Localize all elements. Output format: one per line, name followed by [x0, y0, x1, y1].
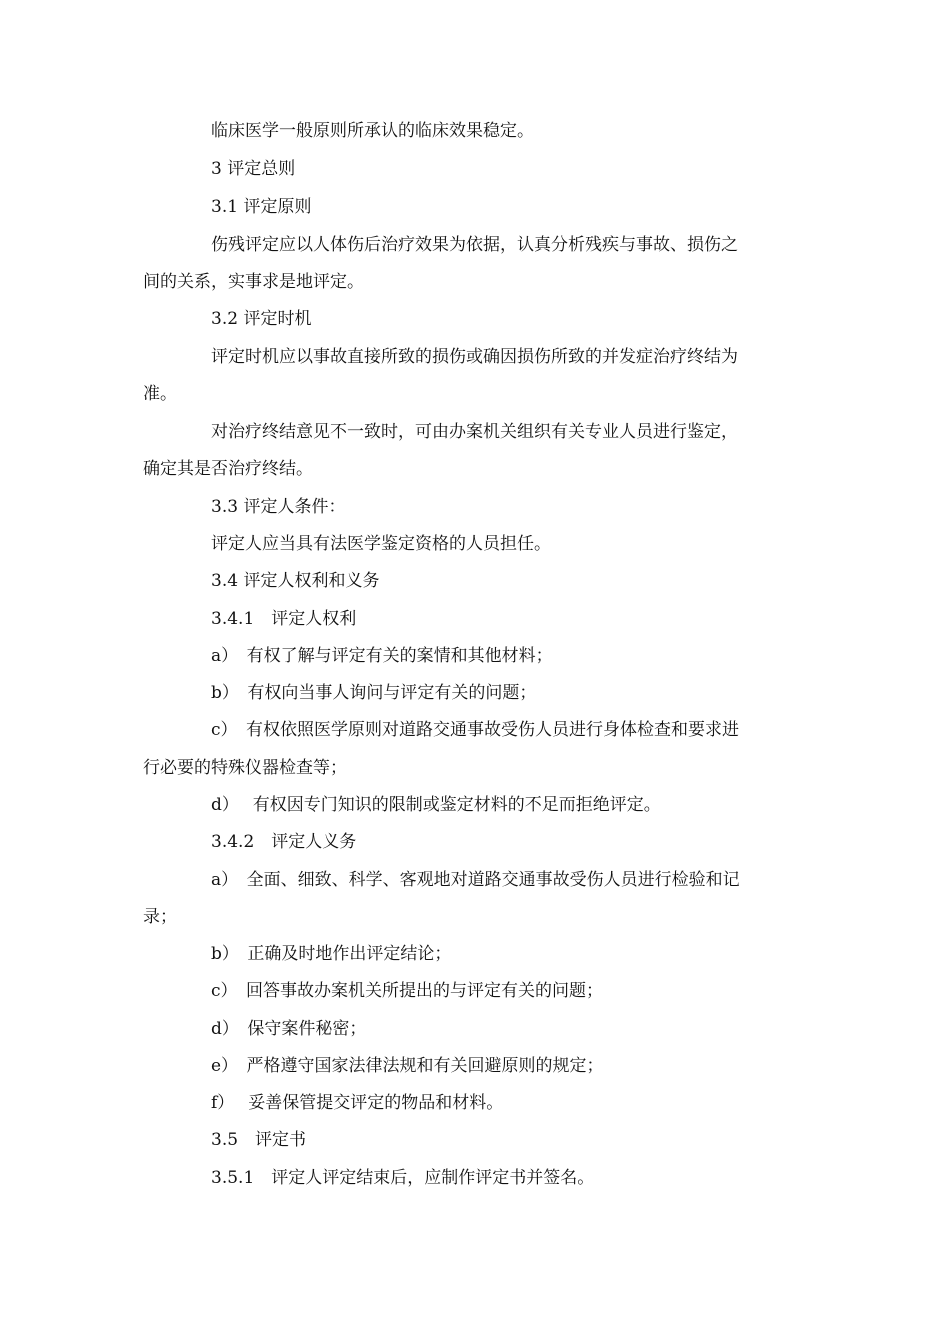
list-item-continuation: 录；	[143, 907, 177, 927]
subsection-heading: 3.2 评定时机	[211, 309, 312, 329]
list-item: a） 全面、细致、科学、客观地对道路交通事故受伤人员进行检验和记	[211, 870, 740, 890]
paragraph-line: 准。	[143, 384, 177, 404]
subsection-heading: 3.4.1 评定人权利	[211, 609, 357, 629]
paragraph-line: 间的关系，实事求是地评定。	[143, 272, 364, 292]
paragraph-line: 临床医学一般原则所承认的临床效果稳定。	[211, 121, 534, 141]
list-item: a） 有权了解与评定有关的案情和其他材料；	[211, 646, 553, 666]
list-item: d） 保守案件秘密；	[211, 1019, 367, 1039]
list-item-continuation: 行必要的特殊仪器检查等；	[143, 758, 347, 778]
paragraph-line: 伤残评定应以人体伤后治疗效果为依据，认真分析残疾与事故、损伤之	[211, 235, 738, 255]
subsection-heading: 3.1 评定原则	[211, 197, 312, 217]
section-heading: 3 评定总则	[211, 159, 296, 179]
list-item: b） 正确及时地作出评定结论；	[211, 944, 452, 964]
list-item: f） 妥善保管提交评定的物品和材料。	[211, 1093, 504, 1113]
subsection-heading: 3.5 评定书	[211, 1130, 307, 1150]
list-item: d） 有权因专门知识的限制或鉴定材料的不足而拒绝评定。	[211, 795, 661, 815]
list-item: e） 严格遵守国家法律法规和有关回避原则的规定；	[211, 1056, 604, 1076]
list-item: b） 有权向当事人询问与评定有关的问题；	[211, 683, 537, 703]
paragraph-line: 评定时机应以事故直接所致的损伤或确因损伤所致的并发症治疗终结为	[211, 347, 738, 367]
subsection-heading: 3.4.2 评定人义务	[211, 832, 357, 852]
list-item: c） 回答事故办案机关所提出的与评定有关的问题；	[211, 981, 604, 1001]
subsection-heading: 3.4 评定人权利和义务	[211, 571, 380, 591]
subsection-heading: 3.3 评定人条件：	[211, 497, 346, 517]
list-item: c） 有权依照医学原则对道路交通事故受伤人员进行身体检查和要求进	[211, 720, 740, 740]
paragraph-line: 确定其是否治疗终结。	[143, 459, 313, 479]
paragraph-line: 对治疗终结意见不一致时，可由办案机关组织有关专业人员进行鉴定，	[211, 422, 738, 442]
paragraph-line: 3.5.1 评定人评定结束后，应制作评定书并签名。	[211, 1168, 595, 1188]
paragraph-line: 评定人应当具有法医学鉴定资格的人员担任。	[211, 534, 551, 554]
